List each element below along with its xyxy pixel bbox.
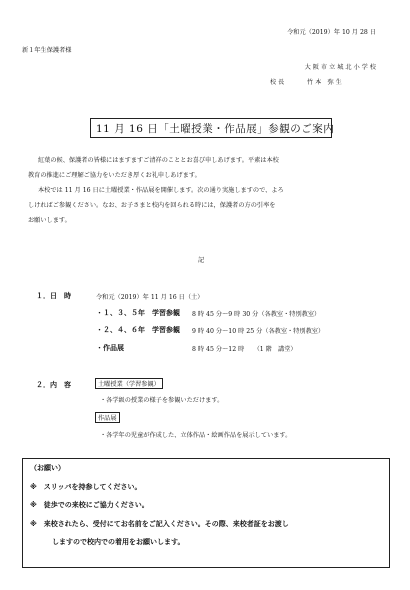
notice-box <box>22 458 390 568</box>
content-item-1-desc: ・各学級の授業の様子を参観いただけます。 <box>100 397 224 404</box>
schedule-row-time: 8 時 45 分～9 時 30 分（各教室・特別教室） <box>192 311 321 318</box>
content-item-2-title: 作品展 <box>95 412 120 423</box>
body-paragraph-1-line-2: 教育の推進にご理解ご協力をいただき厚くお礼申しあげます。 <box>28 172 201 179</box>
notice-line: ※ 徒歩での来校にご協力ください。 <box>30 501 149 509</box>
notice-line: ※ スリッパを持参してください。 <box>30 483 142 491</box>
ki-marker: 記 <box>198 257 205 264</box>
content-item-1-title: 土曜授業（学習参観） <box>95 378 163 389</box>
schedule-row-label: ・１、３、５年 学習参観 <box>96 308 180 317</box>
body-paragraph-2-line-3: お願いします。 <box>28 217 71 224</box>
recipient: 新１年生保護者様 <box>22 47 72 54</box>
schedule-row-time: 8 時 45 分～12 時 （1 階 講堂） <box>192 346 297 353</box>
body-paragraph-2-line-2: しければご参観ください。なお、お子さまと校内を回られる時には，保護者の方の引率を <box>28 202 276 209</box>
schedule-row-label: ・作品展 <box>96 343 124 352</box>
page-title: 11 月 16 日「土曜授業・作品展」参観のご案内 <box>96 123 335 135</box>
schedule-row-time: 9 時 40 分～10 時 25 分（各教室・特別教室） <box>192 328 325 335</box>
schedule-row-label: ・２、４、６年 学習参観 <box>96 325 180 334</box>
principal-title: 校 長 <box>270 79 285 86</box>
school-name: 大 阪 市 立 城 北 小 学 校 <box>304 64 376 71</box>
content-label: ２．内 容 <box>36 380 71 389</box>
schedule-date: 令和元（2019）年 11 月 16 日（土） <box>96 294 204 301</box>
content-item-2-desc: ・各学年の児童が作成した、立体作品・絵画作品を展示しています。 <box>100 432 292 439</box>
body-paragraph-2-line-1: 本校では 11 月 16 日に土曜授業・作品展を開催します。次の通り実施しますので、よろ <box>38 187 284 194</box>
notice-line: ※ 来校されたら、受付にてお名前をご記入ください。その際、来校者証をお渡し <box>30 520 289 528</box>
document-date: 令和元（2019）年 10 月 28 日 <box>287 29 376 36</box>
notice-line: しますので校内での着用をお願いします。 <box>52 538 185 546</box>
principal-name: 竹 本 弥 生 <box>307 79 342 86</box>
body-paragraph-1-line-1: 紅葉の候、保護者の皆様にはますますご清祥のこととお喜び申しあげます。平素は本校 <box>38 157 279 164</box>
notice-heading: （お願い） <box>30 464 65 472</box>
schedule-label: １．日 時 <box>36 291 71 300</box>
